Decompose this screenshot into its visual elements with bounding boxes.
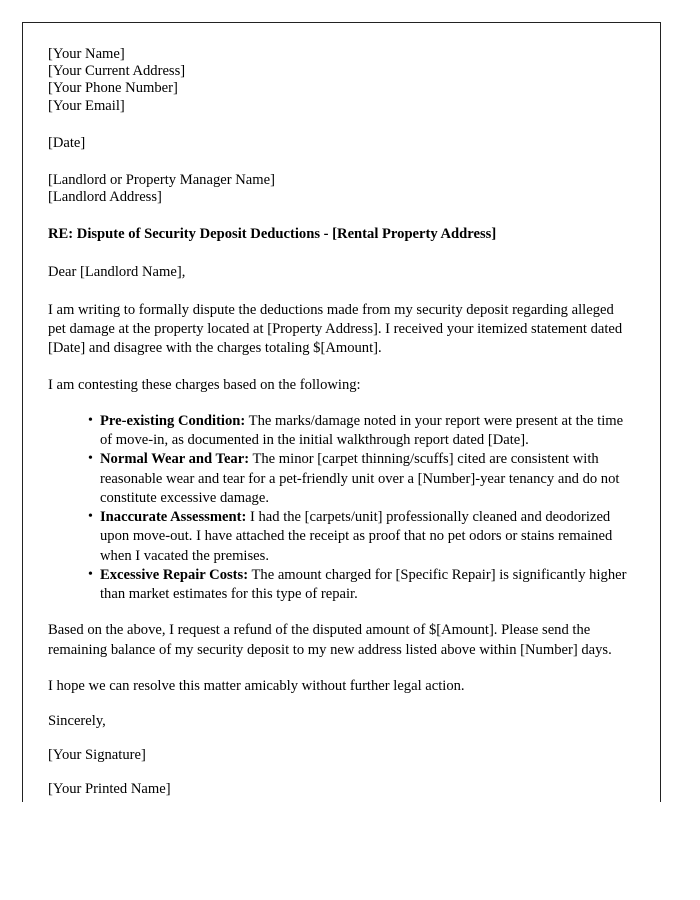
- document-page: [22, 22, 661, 802]
- list-item: [88, 508, 633, 566]
- date-line: [Date]: [48, 134, 86, 151]
- sender-name: [Your Name]: [48, 46, 125, 62]
- list-item: [88, 450, 633, 508]
- opening-paragraph: I am writing to formally dispute the deductions made from my security deposit regarding alleged pet damage at the property located at [Property Address]. I received your itemized statement dated [Date] and disagree with the charges totaling $[Amount].: [48, 301, 623, 357]
- printed-name-placeholder: [Your Printed Name]: [48, 781, 171, 798]
- request-paragraph: Based on the above, I request a refund of the disputed amount of $[Amount]. Please send the remaining balance of my security deposit to my new address listed above within [Number] days.: [48, 622, 612, 658]
- signature-placeholder: [Your Signature]: [48, 747, 146, 764]
- recipient-address-block: [48, 172, 633, 206]
- recipient-name: [Landlord or Property Manager Name]: [48, 172, 275, 189]
- reason-text: The minor [carpet thinning/scuffs] cited are consistent with reasonable wear and tear for a pet-friendly unit over a [Number]-year tenancy and do not constitute excessive damage.: [100, 451, 620, 506]
- reason-lead: Normal Wear and Tear:: [100, 451, 250, 468]
- sender-address-block: [48, 46, 633, 115]
- dispute-reasons-list: [48, 412, 633, 605]
- salutation: Dear [Landlord Name],: [48, 263, 186, 280]
- closing-paragraph: I hope we can resolve this matter amicably without further legal action.: [48, 677, 465, 694]
- reason-lead: Inaccurate Assessment:: [100, 509, 247, 526]
- subject-line: RE: Dispute of Security Deposit Deductions - [Rental Property Address]: [48, 226, 497, 243]
- sender-phone: [Your Phone Number]: [48, 80, 178, 97]
- list-item: [88, 412, 633, 451]
- list-intro-paragraph: I am contesting these charges based on the following:: [48, 376, 361, 393]
- reason-lead: Excessive Repair Costs:: [100, 566, 249, 583]
- reason-lead: Pre-existing Condition:: [100, 412, 246, 429]
- sender-email: [Your Email]: [48, 97, 125, 114]
- letter-body: [48, 46, 633, 799]
- valediction: Sincerely,: [48, 713, 106, 730]
- list-item: [88, 566, 633, 605]
- reason-text: The amount charged for [Specific Repair] is significantly higher than market estimates for this type of repair.: [100, 566, 627, 603]
- reason-text: I had the [carpets/unit] professionally cleaned and deodorized upon move-out. I have attached the receipt as proof that no pet odors or stains remained when I vacated the premises.: [100, 509, 613, 564]
- sender-address: [Your Current Address]: [48, 63, 186, 80]
- reason-text: The marks/damage noted in your report were present at the time of move-in, as documented in the initial walkthrough report dated [Date].: [100, 412, 624, 449]
- recipient-address: [Landlord Address]: [48, 189, 162, 206]
